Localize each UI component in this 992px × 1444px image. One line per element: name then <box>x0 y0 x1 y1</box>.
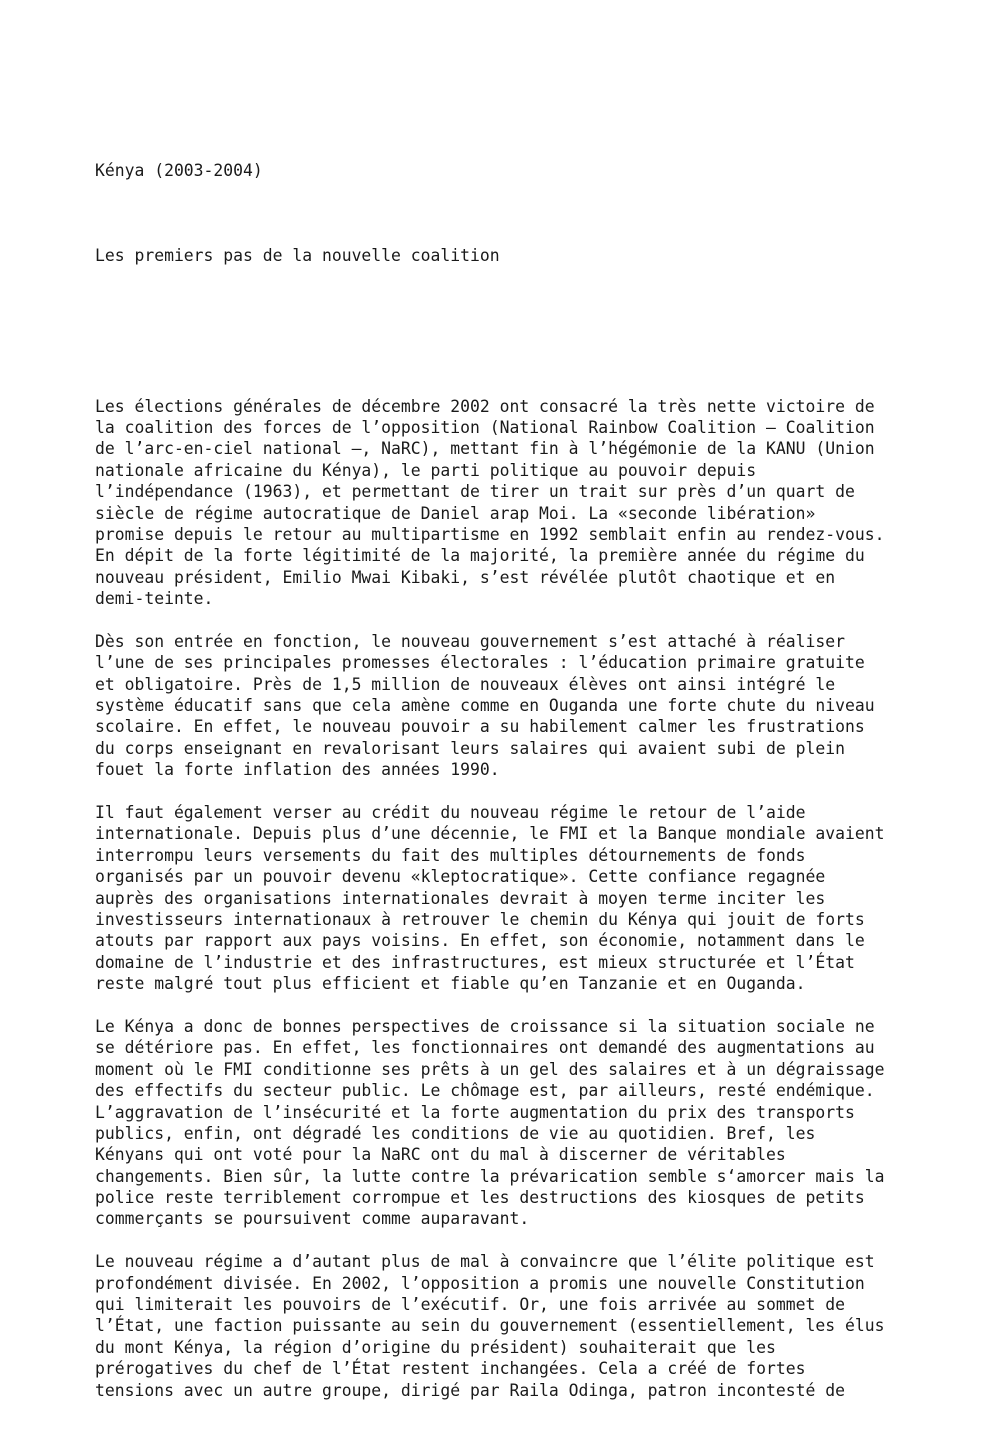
paragraph <box>95 396 915 610</box>
paragraph-line: profondément divisée. En 2002, l’opposition a promis une nouvelle Constitution <box>95 1273 865 1293</box>
paragraph-line: promise depuis le retour au multipartisme en 1992 semblait enfin au rendez-vous. <box>95 524 885 544</box>
paragraph-line: se détériore pas. En effet, les fonctionnaires ont demandé des augmentations au <box>95 1038 875 1058</box>
paragraph-line: police reste terriblement corrompue et les destructions des kiosques de petits <box>95 1188 865 1208</box>
paragraph-line: organisés par un pouvoir devenu «kleptocratique». Cette confiance regagnée <box>95 867 826 887</box>
paragraph <box>95 1251 915 1401</box>
paragraph-line: de l’arc-en-ciel national –, NaRC), mettant fin à l’hégémonie de la KANU (Union <box>95 439 875 459</box>
paragraph-line: Le nouveau régime a d’autant plus de mal à convaincre que l’élite politique est <box>95 1252 875 1272</box>
paragraph-line: Kényans qui ont voté pour la NaRC ont du mal à discerner de véritables <box>95 1145 786 1165</box>
document-body <box>95 396 915 1401</box>
paragraph-line: commerçants se poursuivent comme auparavant. <box>95 1209 530 1229</box>
paragraph-line: Le Kénya a donc de bonnes perspectives de croissance si la situation sociale ne <box>95 1016 875 1036</box>
paragraph <box>95 1016 915 1230</box>
paragraph-line: atouts par rapport aux pays voisins. En effet, son économie, notamment dans le <box>95 931 865 951</box>
paragraph-line: moment où le FMI conditionne ses prêts à un gel des salaires et à un dégraissage <box>95 1059 885 1079</box>
document-title: Kénya (2003-2004) <box>95 160 263 180</box>
paragraph-line: et obligatoire. Près de 1,5 million de nouveaux élèves ont ainsi intégré le <box>95 674 836 694</box>
paragraph <box>95 631 915 781</box>
paragraph-line: du corps enseignant en revalorisant leurs salaires qui avaient subi de plein <box>95 738 845 758</box>
paragraph-line: la coalition des forces de l’opposition (National Rainbow Coalition – Coalition <box>95 418 875 437</box>
paragraph-line: tensions avec un autre groupe, dirigé par Raila Odinga, patron incontesté de <box>95 1380 845 1400</box>
paragraph-line: changements. Bien sûr, la lutte contre la prévarication semble s‘amorcer mais la <box>95 1166 885 1186</box>
paragraph-line: nationale africaine du Kénya), le parti politique au pouvoir depuis <box>95 460 757 480</box>
paragraph <box>95 802 915 995</box>
paragraph-line: du mont Kénya, la région d’origine du président) souhaiterait que les <box>95 1337 776 1357</box>
paragraph-line: L’aggravation de l’insécurité et la forte augmentation du prix des transports <box>95 1102 855 1122</box>
paragraph-line: prérogatives du chef de l’État restent inchangées. Cela a créé de fortes <box>95 1359 806 1379</box>
paragraph-line: publics, enfin, ont dégradé les conditions de vie au quotidien. Bref, les <box>95 1123 816 1143</box>
paragraph-line: interrompu leurs versements du fait des multiples détournements de fonds <box>95 845 806 865</box>
paragraph-line: auprès des organisations internationales devrait à moyen terme inciter les <box>95 888 826 908</box>
paragraph-line: Il faut également verser au crédit du nouveau régime le retour de l’aide <box>95 803 806 823</box>
paragraph-line: internationale. Depuis plus d’une décennie, le FMI et la Banque mondiale avaient <box>95 824 885 844</box>
document-subtitle: Les premiers pas de la nouvelle coalition <box>95 246 500 266</box>
paragraph-line: reste malgré tout plus efficient et fiable qu’en Tanzanie et en Ouganda. <box>95 974 806 994</box>
paragraph-line: l’une de ses principales promesses électorales : l’éducation primaire gratuite <box>95 653 865 673</box>
paragraph-line: demi-teinte. <box>95 589 214 609</box>
paragraph-line: investisseurs internationaux à retrouver le chemin du Kénya qui jouit de forts <box>95 909 865 929</box>
paragraph-line: Dès son entrée en fonction, le nouveau gouvernement s’est attaché à réaliser <box>95 631 845 651</box>
paragraph-line: fouet la forte inflation des années 1990. <box>95 760 500 780</box>
paragraph-line: siècle de régime autocratique de Daniel arap Moi. La «seconde libération» <box>95 503 816 523</box>
paragraph-line: nouveau président, Emilio Mwai Kibaki, s’est révélée plutôt chaotique et en <box>95 567 836 587</box>
paragraph-line: En dépit de la forte légitimité de la majorité, la première année du régime du <box>95 546 865 566</box>
paragraph-line: Les élections générales de décembre 2002 ont consacré la très nette victoire de <box>95 396 875 416</box>
paragraph-line: domaine de l’industrie et des infrastructures, est mieux structurée et l’État <box>95 952 855 972</box>
paragraph-line: l’État, une faction puissante au sein du gouvernement (essentiellement, les élus <box>95 1316 885 1336</box>
paragraph-line: des effectifs du secteur public. Le chômage est, par ailleurs, resté endémique. <box>95 1081 875 1101</box>
paragraph-line: scolaire. En effet, le nouveau pouvoir a su habilement calmer les frustrations <box>95 717 865 737</box>
paragraph-line: qui limiterait les pouvoirs de l’exécutif. Or, une fois arrivée au sommet de <box>95 1295 845 1315</box>
paragraph-line: système éducatif sans que cela amène comme en Ouganda une forte chute du niveau <box>95 696 875 716</box>
document-page <box>95 117 915 1444</box>
paragraph-line: l’indépendance (1963), et permettant de tirer un trait sur près d’un quart de <box>95 482 855 502</box>
